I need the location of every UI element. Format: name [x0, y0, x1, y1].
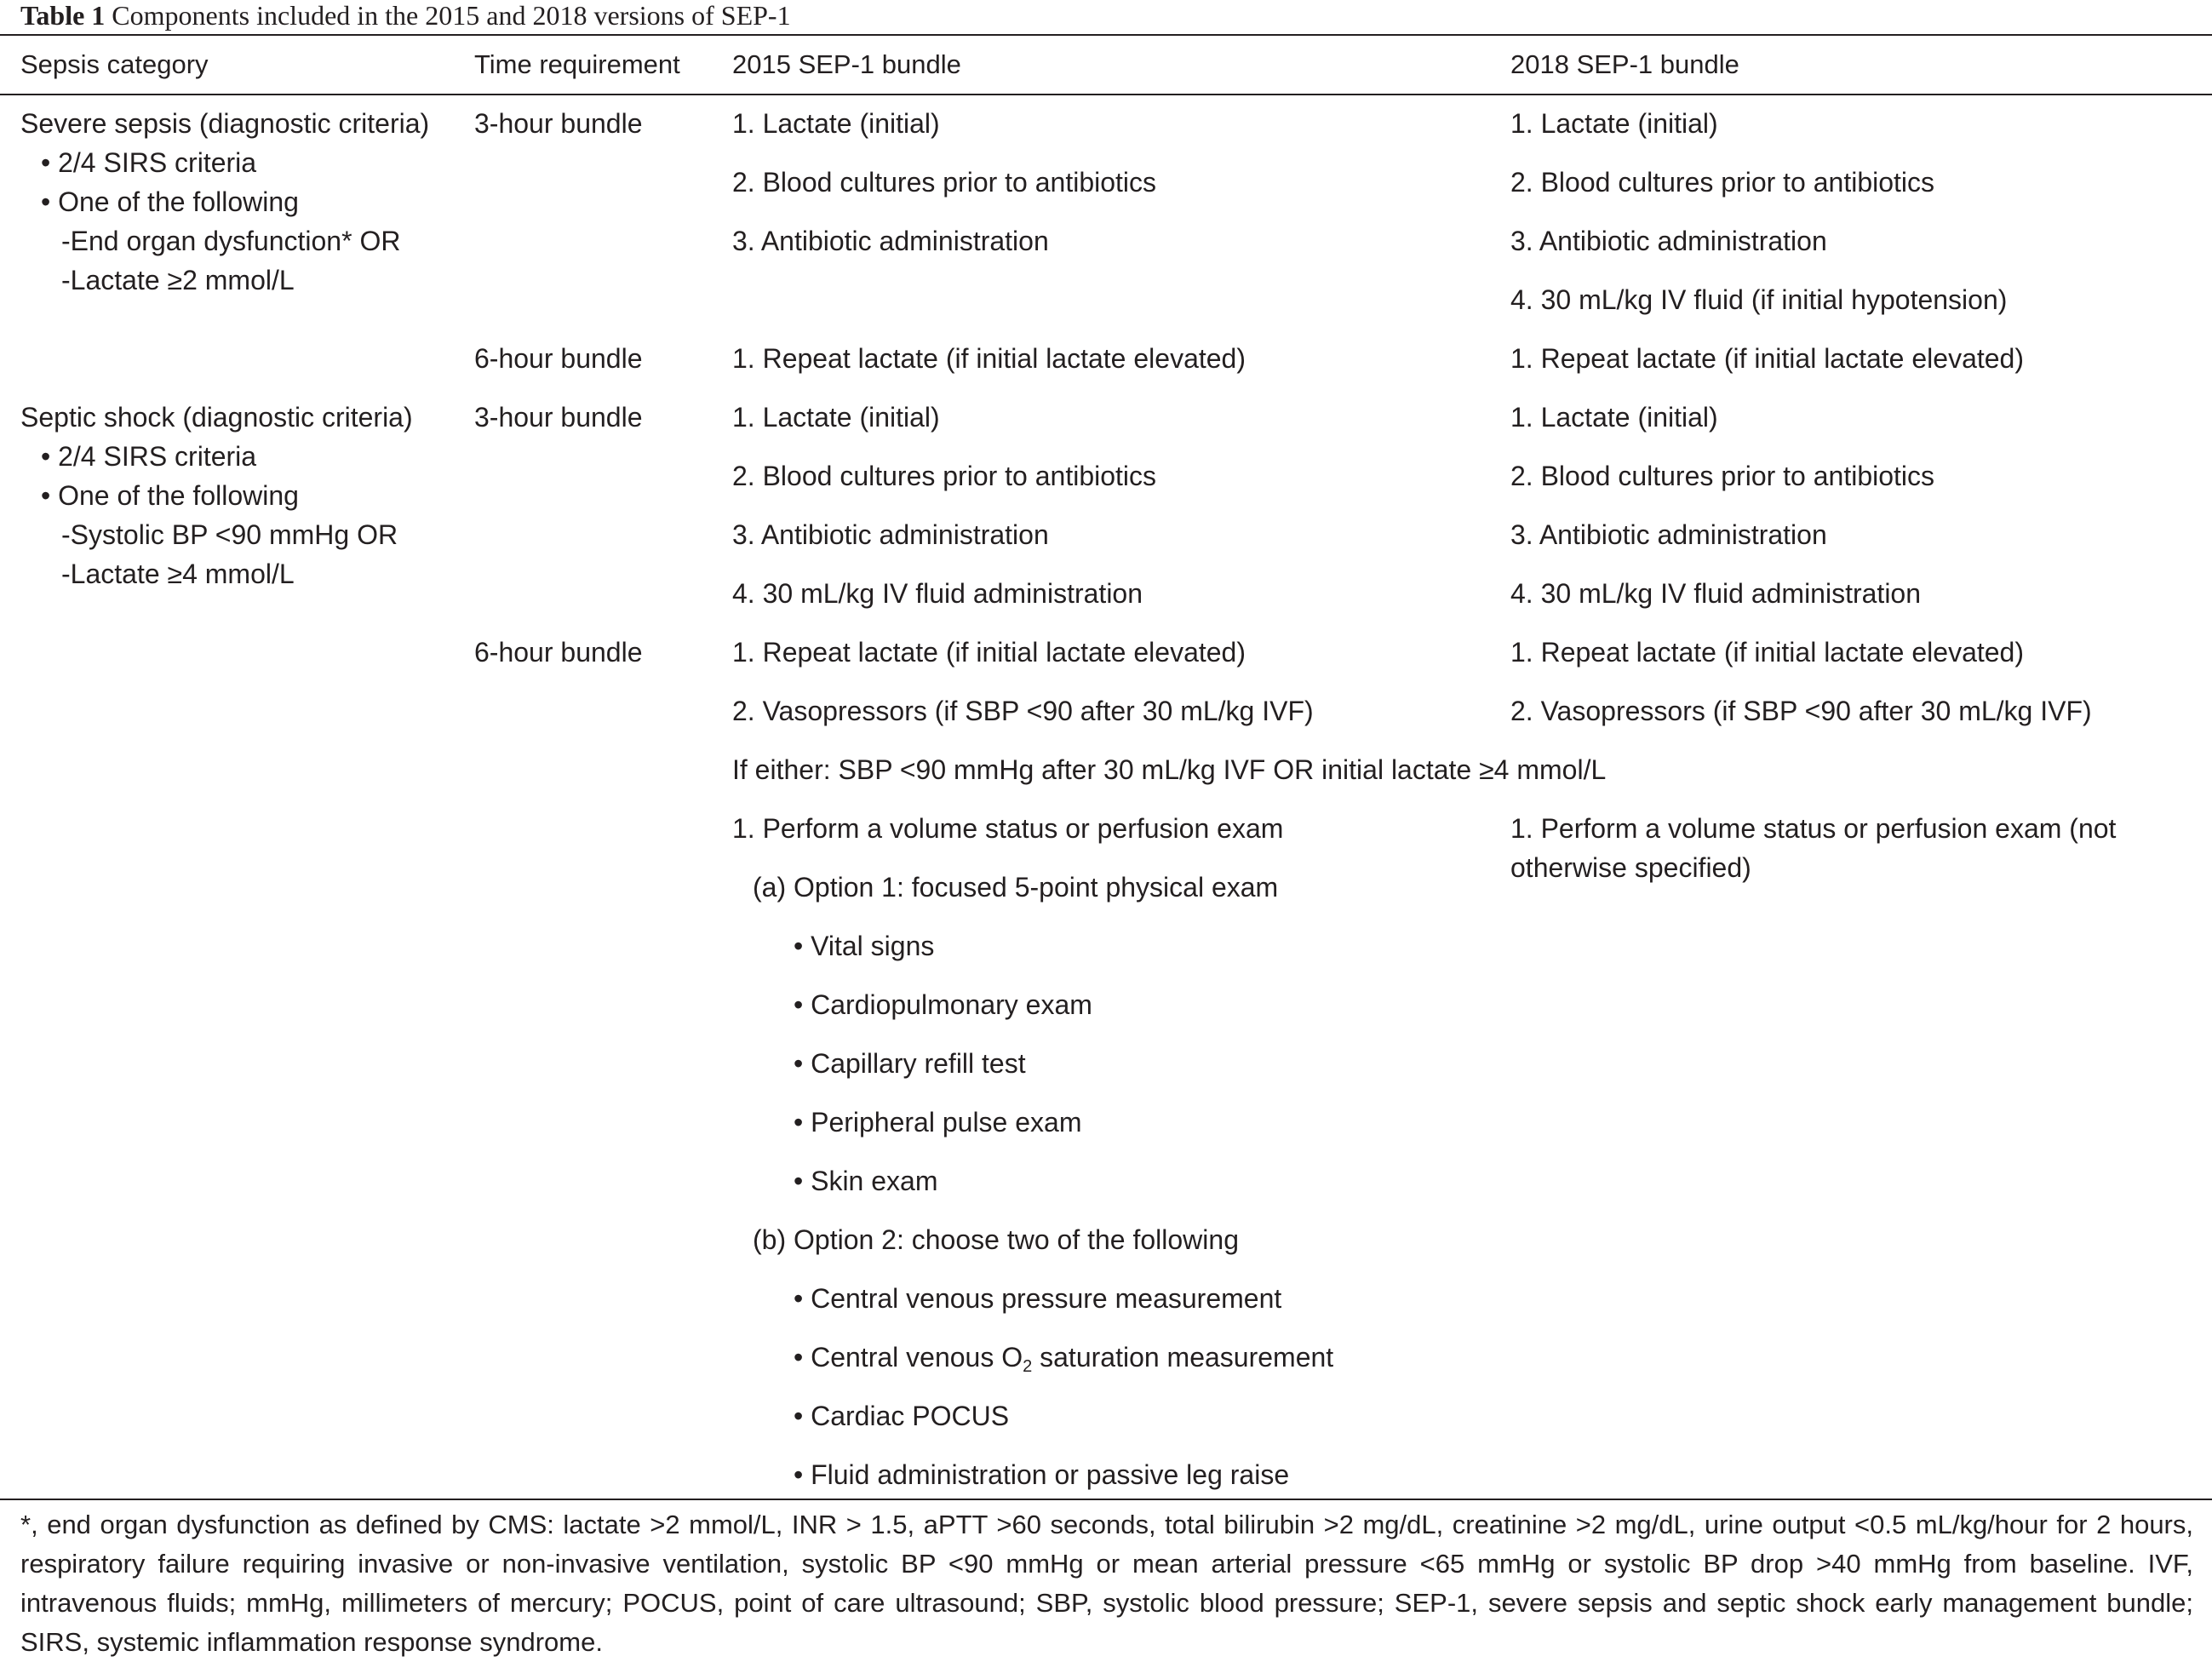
bundle-2015-item: 1. Repeat lactate (if initial lactate elevated)	[732, 343, 1246, 374]
category-criterion: • One of the following	[41, 186, 299, 217]
header-time-requirement: Time requirement	[474, 49, 680, 79]
bundle-2018-item: 1. Lactate (initial)	[1510, 402, 1718, 433]
header-2018-bundle: 2018 SEP-1 bundle	[1510, 49, 1739, 79]
exam-2018-continued: otherwise specified)	[1510, 852, 1751, 883]
bundle-2018-item: 1. Lactate (initial)	[1510, 108, 1718, 139]
option-2-item: • Cardiac POCUS	[794, 1401, 1010, 1431]
o2-subscript: 2	[1023, 1357, 1033, 1376]
bundle-2015-item: 2. Blood cultures prior to antibiotics	[732, 461, 1157, 491]
bundle-2015-item: 1. Lactate (initial)	[732, 108, 940, 139]
table-label: Table 1	[20, 0, 106, 31]
option-1-item: • Capillary refill test	[794, 1048, 1026, 1079]
option-1-item: • Cardiopulmonary exam	[794, 989, 1092, 1020]
if-either-condition: If either: SBP <90 mmHg after 30 mL/kg IVF OR initial lactate ≥4 mmol/L	[732, 754, 1607, 785]
table-title: Components included in the 2015 and 2018 versions of SEP-1	[112, 0, 791, 31]
header-rule	[0, 94, 2212, 95]
top-rule	[0, 34, 2212, 36]
category-title: Septic shock (diagnostic criteria)	[20, 402, 413, 433]
category-sub-criterion: -Lactate ≥4 mmol/L	[61, 559, 295, 589]
bottom-rule	[0, 1499, 2212, 1500]
option-1-title: (a) Option 1: focused 5-point physical exam	[753, 872, 1279, 903]
bundle-2018-item: 2. Blood cultures prior to antibiotics	[1510, 461, 1935, 491]
category-criterion: • 2/4 SIRS criteria	[41, 441, 257, 472]
category-criterion: • 2/4 SIRS criteria	[41, 147, 257, 178]
o2-text-pre: • Central venous O	[794, 1342, 1023, 1373]
bundle-2018-item: 1. Repeat lactate (if initial lactate elevated)	[1510, 637, 2024, 668]
bundle-2018-item: 2. Blood cultures prior to antibiotics	[1510, 167, 1935, 198]
bundle-2018-item: 3. Antibiotic administration	[1510, 519, 1827, 550]
exam-2018: 1. Perform a volume status or perfusion exam (not	[1510, 813, 2117, 844]
category-criterion: • One of the following	[41, 480, 299, 511]
time-requirement: 3-hour bundle	[474, 108, 643, 139]
category-sub-criterion: -End organ dysfunction* OR	[61, 226, 401, 256]
bundle-2015-item: 3. Antibiotic administration	[732, 226, 1049, 256]
option-1-item: • Peripheral pulse exam	[794, 1107, 1082, 1138]
bundle-2018-item: 3. Antibiotic administration	[1510, 226, 1827, 256]
option-2-item-o2	[794, 1338, 1333, 1377]
table-footnote: *, end organ dysfunction as defined by CMS: lactate >2 mmol/L, INR > 1.5, aPTT >60 seconds, total bilirubin >2 mg/dL, creatinine >2 mg/dL, urine output <0.5 mL/kg/hour for 2 hours, respiratory failure requiring invasive or non-invasive ventilation, systolic BP <90 mmHg or mean arterial pressure <65 mmHg or systolic BP drop >40 mmHg from baseline. IVF, intravenous fluids; mmHg, millimeters of mercury; POCUS, point of care ultrasound; SBP, systolic blood pressure; SEP-1, severe sepsis and septic shock early management bundle; SIRS, systemic inflammation response syndrome.	[20, 1510, 2193, 1657]
bundle-2015-item: 1. Repeat lactate (if initial lactate elevated)	[732, 637, 1246, 668]
bundle-2018-item: 4. 30 mL/kg IV fluid administration	[1510, 578, 1922, 609]
option-1-item: • Skin exam	[794, 1166, 938, 1196]
option-2-item: • Fluid administration or passive leg raise	[794, 1459, 1290, 1490]
bundle-2015-item: 3. Antibiotic administration	[732, 519, 1049, 550]
category-sub-criterion: -Lactate ≥2 mmol/L	[61, 265, 295, 295]
bundle-2018-item: 1. Repeat lactate (if initial lactate elevated)	[1510, 343, 2024, 374]
category-sub-criterion: -Systolic BP <90 mmHg OR	[61, 519, 398, 550]
header-2015-bundle: 2015 SEP-1 bundle	[732, 49, 961, 79]
table-caption	[20, 0, 791, 31]
bundle-2015-item: 2. Vasopressors (if SBP <90 after 30 mL/kg IVF)	[732, 696, 1314, 726]
option-2-title: (b) Option 2: choose two of the following	[753, 1224, 1239, 1255]
o2-text-post: saturation measurement	[1032, 1342, 1334, 1373]
option-2-item: • Central venous pressure measurement	[794, 1283, 1282, 1314]
category-title: Severe sepsis (diagnostic criteria)	[20, 108, 430, 139]
option-1-item: • Vital signs	[794, 931, 935, 961]
bundle-2015-item: 4. 30 mL/kg IV fluid administration	[732, 578, 1143, 609]
time-requirement: 3-hour bundle	[474, 402, 643, 433]
bundle-2015-item: 2. Blood cultures prior to antibiotics	[732, 167, 1157, 198]
exam-2015: 1. Perform a volume status or perfusion exam	[732, 813, 1284, 844]
bundle-2018-item: 2. Vasopressors (if SBP <90 after 30 mL/kg IVF)	[1510, 696, 2092, 726]
time-requirement: 6-hour bundle	[474, 343, 643, 374]
header-sepsis-category: Sepsis category	[20, 49, 209, 79]
bundle-2015-item: 1. Lactate (initial)	[732, 402, 940, 433]
bundle-2018-item: 4. 30 mL/kg IV fluid (if initial hypotension)	[1510, 284, 2008, 315]
time-requirement: 6-hour bundle	[474, 637, 643, 668]
